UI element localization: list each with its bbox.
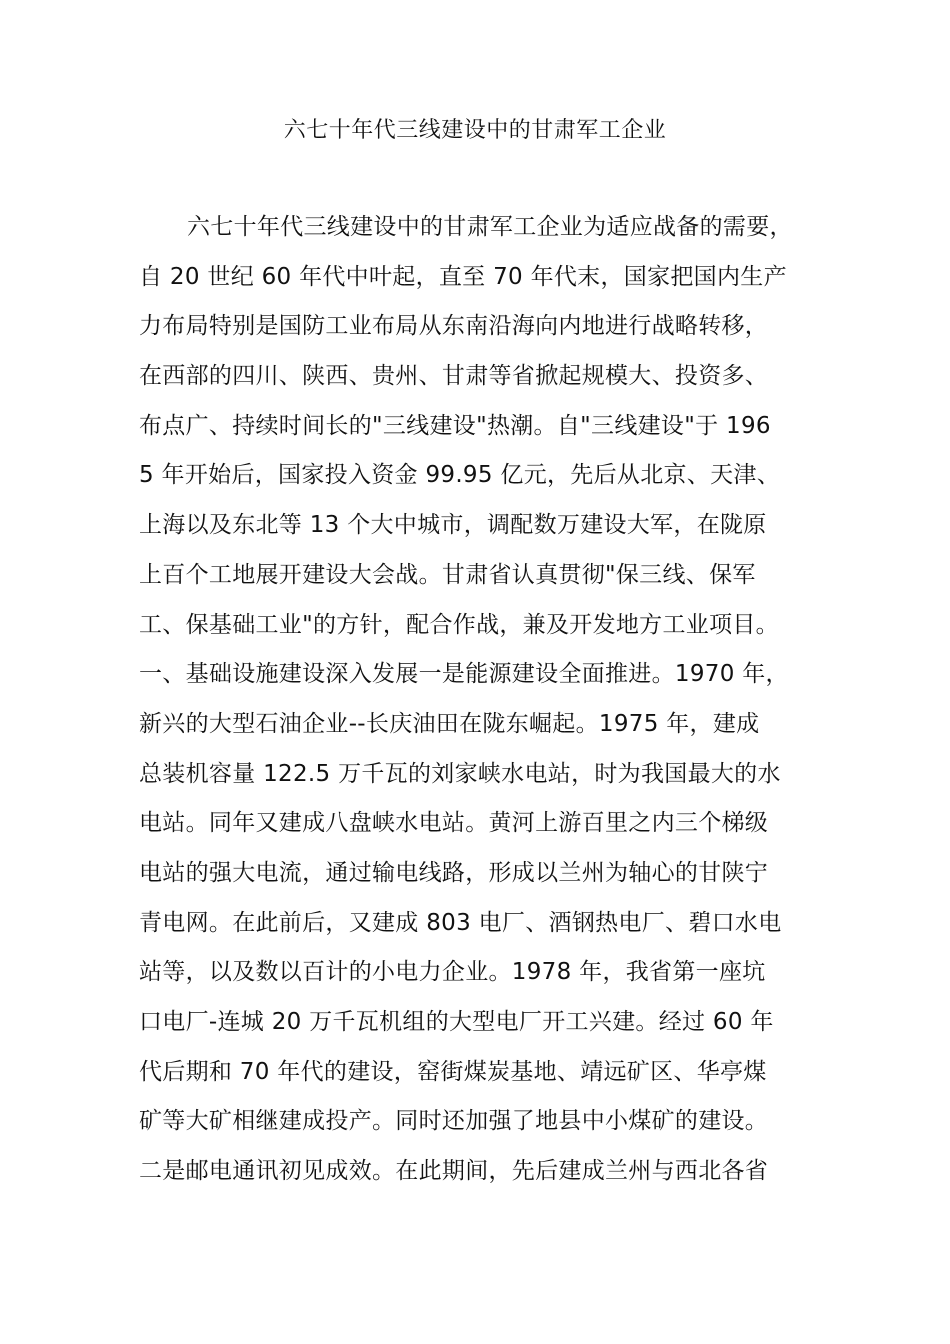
body-line: 矿等大矿相继建成投产。同时还加强了地县中小煤矿的建设。 [139, 1108, 769, 1135]
document-title: 六七十年代三线建设中的甘肃军工企业 [283, 118, 667, 143]
document-body [139, 203, 819, 1197]
body-line: 5 年开始后，国家投入资金 99.95 亿元，先后从北京、天津、 [139, 462, 781, 489]
body-line: 上海以及东北等 13 个大中城市，调配数万建设大军，在陇原 [139, 512, 767, 539]
body-line: 站等，以及数以百计的小电力企业。1978 年，我省第一座坑 [139, 959, 766, 986]
body-line: 二是邮电通讯初见成效。在此期间，先后建成兰州与西北各省 [139, 1158, 769, 1185]
body-line: 新兴的大型石油企业--长庆油田在陇东崛起。1975 年，建成 [139, 710, 760, 737]
body-line: 一、基础设施建设深入发展一是能源建设全面推进。1970 年， [139, 661, 789, 688]
body-line: 布点广、持续时间长的"三线建设"热潮。自"三线建设"于 196 [139, 412, 771, 439]
body-line: 总装机容量 122.5 万千瓦的刘家峡水电站，时为我国最大的水 [139, 760, 781, 787]
body-line: 代后期和 70 年代的建设，窑街煤炭基地、靖远矿区、华亭煤 [139, 1058, 767, 1085]
body-line: 自 20 世纪 60 年代中叶起，直至 70 年代末，国家把国内生产 [139, 263, 787, 290]
body-line: 工、保基础工业"的方针，配合作战，兼及开发地方工业项目。 [139, 611, 779, 638]
body-line: 口电厂-连城 20 万千瓦机组的大型电厂开工兴建。经过 60 年 [139, 1009, 774, 1035]
body-line: 力布局特别是国防工业布局从东南沿海向内地进行战略转移， [139, 313, 769, 340]
body-line: 青电网。在此前后，又建成 803 电厂、酒钢热电厂、碧口水电 [139, 909, 782, 936]
body-line: 在西部的四川、陕西、贵州、甘肃等省掀起规模大、投资多、 [139, 363, 769, 390]
body-line: 电站的强大电流，通过输电线路，形成以兰州为轴心的甘陕宁 [139, 859, 769, 886]
body-line: 六七十年代三线建设中的甘肃军工企业为适应战备的需要， [187, 214, 793, 240]
body-line: 电站。同年又建成八盘峡水电站。黄河上游百里之内三个梯级 [139, 810, 769, 837]
body-line: 上百个工地展开建设大会战。甘肃省认真贯彻"保三线、保军 [139, 561, 756, 588]
